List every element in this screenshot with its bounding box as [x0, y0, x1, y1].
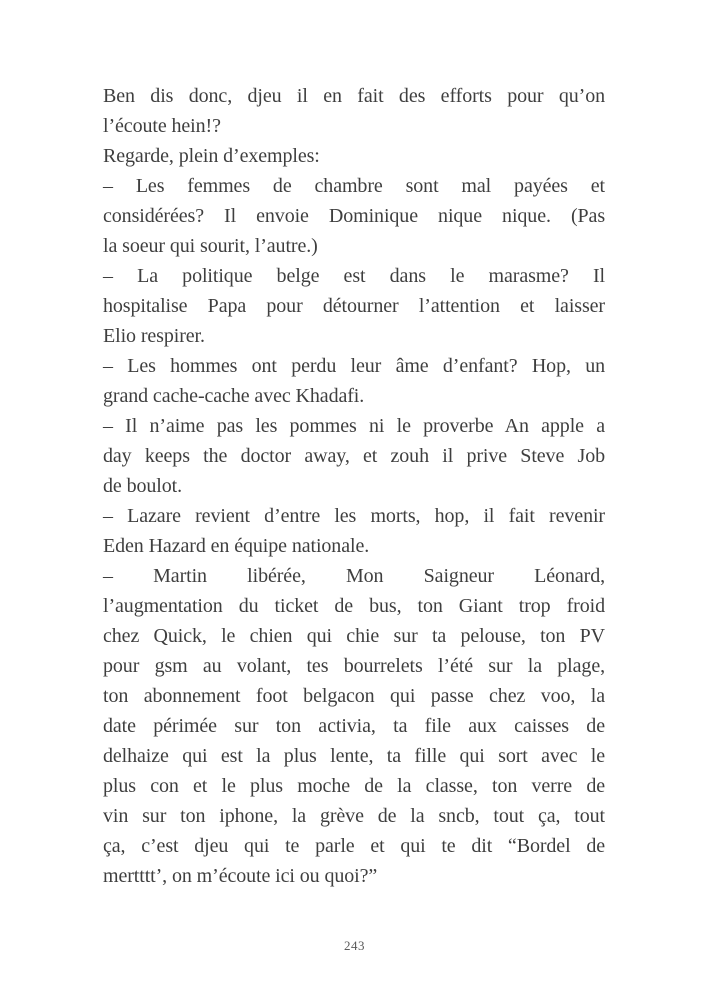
- paragraph: [103, 261, 605, 351]
- text-line: delhaize qui est la plus lente, ta fille qui sort avec le: [103, 745, 605, 767]
- text-line: ton abonnement foot belgacon qui passe chez voo, la: [103, 685, 605, 707]
- paragraph: [103, 501, 605, 561]
- text-line: considérées? Il envoie Dominique nique nique. (Pas: [103, 205, 605, 227]
- text-line: plus con et le plus moche de la classe, ton verre de: [103, 775, 605, 797]
- text-line: – Les femmes de chambre sont mal payées et: [103, 175, 605, 197]
- page-number: 243: [344, 938, 365, 953]
- text-line: – Les hommes ont perdu leur âme d’enfant? Hop, un: [103, 355, 605, 377]
- text-line: – La politique belge est dans le marasme? Il: [103, 265, 605, 287]
- text-line: de boulot.: [103, 475, 182, 497]
- text-line: la soeur qui sourit, l’autre.): [103, 235, 318, 257]
- text-line: chez Quick, le chien qui chie sur ta pelouse, ton PV: [103, 625, 605, 647]
- paragraph: [103, 81, 605, 141]
- text-block: [103, 81, 605, 891]
- text-line: l’écoute hein!?: [103, 115, 221, 137]
- text-line: Elio respirer.: [103, 325, 205, 347]
- paragraph: [103, 561, 605, 891]
- text-line: l’augmentation du ticket de bus, ton Giant trop froid: [103, 595, 605, 617]
- paragraph: [103, 351, 605, 411]
- text-line: ça, c’est djeu qui te parle et qui te dit “Bordel de: [103, 835, 605, 857]
- text-line: vin sur ton iphone, la grève de la sncb, tout ça, tout: [103, 805, 605, 827]
- text-line: – Il n’aime pas les pommes ni le proverbe An apple a: [103, 415, 605, 437]
- text-line: pour gsm au volant, tes bourrelets l’été sur la plage,: [103, 655, 605, 677]
- text-line: Eden Hazard en équipe nationale.: [103, 535, 370, 557]
- text-line: date périmée sur ton activia, ta file aux caisses de: [103, 715, 605, 737]
- text-line: grand cache-cache avec Khadafi.: [103, 385, 365, 407]
- text-line: mertttt’, on m’écoute ici ou quoi?”: [103, 865, 378, 887]
- paragraph: [103, 411, 605, 501]
- paragraph: [103, 171, 605, 261]
- text-line: Regarde, plein d’exemples:: [103, 145, 320, 167]
- text-line: hospitalise Papa pour détourner l’attention et laisser: [103, 295, 605, 317]
- text-line: Ben dis donc, djeu il en fait des efforts pour qu’on: [103, 85, 605, 107]
- text-line: day keeps the doctor away, et zouh il prive Steve Job: [103, 445, 605, 467]
- text-line: – Lazare revient d’entre les morts, hop, il fait revenir: [103, 505, 605, 527]
- paragraph: [103, 141, 605, 171]
- text-line: – Martin libérée, Mon Saigneur Léonard,: [103, 565, 605, 587]
